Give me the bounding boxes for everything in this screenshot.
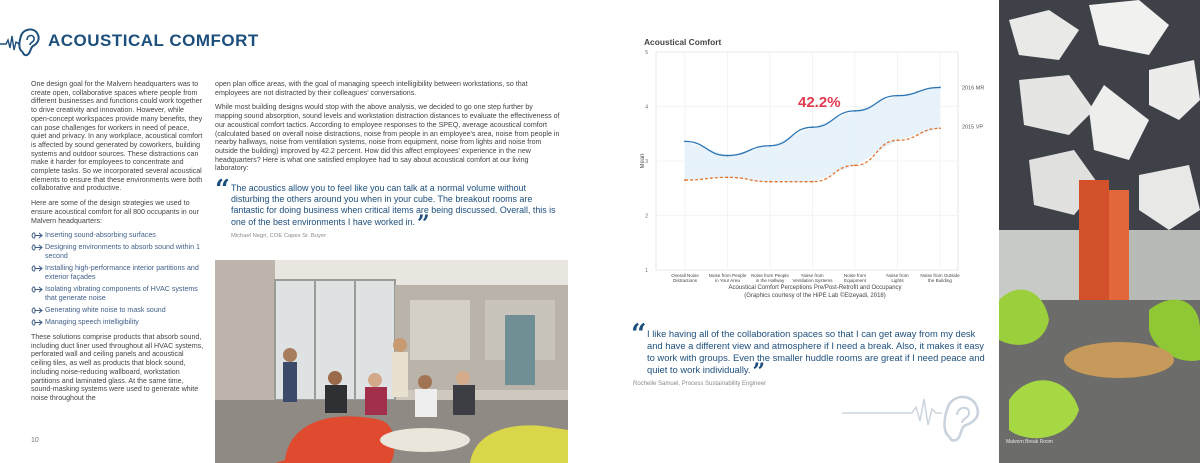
strategies-intro: Here are some of the design strategies we used to ensure acoustical comfort for all 800 occupants in our Malvern headquarters: xyxy=(31,199,199,225)
sound-arrow-icon xyxy=(31,243,43,252)
quote-attribution: Michael Negri, COE Capex Sr. Buyer xyxy=(231,232,327,239)
data-point xyxy=(939,127,941,129)
list-item: Managing speech intelligibility xyxy=(31,318,204,327)
sound-arrow-icon xyxy=(31,306,43,315)
page-title: ACOUSTICAL COMFORT xyxy=(48,31,259,50)
data-point xyxy=(939,87,941,89)
data-point xyxy=(727,176,729,178)
list-item: Inserting sound-absorbing surfaces xyxy=(31,231,204,240)
y-tick-label: 5 xyxy=(645,50,648,56)
photo-caption: Malvern Break Room xyxy=(1006,439,1053,445)
sound-arrow-icon xyxy=(31,285,43,294)
employee-quote-2 xyxy=(631,319,991,387)
x-tick-label: Noise from Ventilation Systems xyxy=(792,273,833,284)
ear-soundwave-icon xyxy=(842,385,992,445)
list-item: Generating white noise to mask sound xyxy=(31,306,204,315)
quote-text: I like having all of the collaboration spaces so that I can get away from my desk and have a different view and atmosphere if I need a break. Also, it makes it easy to work with groups. Even the smaller huddle rooms are great if I need peace and quiet to work individually. xyxy=(647,328,985,375)
page-header xyxy=(0,22,259,62)
x-tick-label: Noise from Outside the Building xyxy=(920,273,960,284)
list-item: Installing high-performance interior partitions and exterior façades xyxy=(31,264,204,281)
series-label-2015-vp: 2015 VP xyxy=(962,124,984,131)
sound-arrow-icon xyxy=(31,318,43,327)
list-item: Designing environments to absorb sound within 1 second xyxy=(31,243,204,260)
sound-arrow-icon xyxy=(31,231,43,240)
data-point xyxy=(727,155,729,157)
strategy-list xyxy=(31,231,204,327)
ear-soundwave-icon xyxy=(0,22,48,62)
left-text-column xyxy=(31,80,204,409)
data-point xyxy=(897,139,899,141)
intro-paragraph: One design goal for the Malvern headquarters was to create open, collaborative spaces where people from different businesses and functions could work together to drive creativity and innovation. However, while open-concept workspaces provide many benefits, they can pose challenges for workers in need of peace, quiet and privacy. In any workplace, acoustical comfort is affected by sound generated by coworkers, building systems and outdoor sources. These distractions can make it harder for employees to concentrate and complete tasks. So we incorporated several acoustical elements to ensure that these environments were both collaborative and productive. xyxy=(31,80,203,193)
y-tick-label: 3 xyxy=(645,159,648,165)
chart-caption-line-2: (Graphics courtesy of the HiPE Lab ©Elzeyadi, 2018) xyxy=(744,292,886,299)
data-point xyxy=(769,145,771,147)
open-quote-icon: “ xyxy=(215,175,230,205)
employee-quote xyxy=(215,175,560,239)
x-tick-label: Noise from Equipment xyxy=(843,273,867,284)
sound-arrow-icon xyxy=(31,264,43,273)
chart-plot xyxy=(640,34,990,284)
data-point xyxy=(684,179,686,181)
y-tick-label: 2 xyxy=(645,213,648,220)
data-point xyxy=(812,126,814,128)
data-point xyxy=(684,140,686,142)
continuation-paragraph: open plan office areas, with the goal of managing speech intelligibility between workstations, so that employees are not distracted by their colleagues' conversations. xyxy=(215,80,528,97)
chart-caption xyxy=(640,285,990,300)
photo-illustration xyxy=(999,0,1200,463)
page-number: 10 xyxy=(31,437,39,444)
data-point xyxy=(854,164,856,166)
data-point xyxy=(854,110,856,112)
data-point xyxy=(897,95,899,97)
open-quote-icon: “ xyxy=(631,319,647,350)
middle-text-column xyxy=(215,80,560,179)
improvement-annotation: 42.2% xyxy=(798,94,841,111)
x-tick-label: Noise from People in Your Area xyxy=(708,273,747,284)
list-item: Isolating vibrating components of HVAC systems that generate noise xyxy=(31,285,204,302)
quote-attribution: Rochelle Samuel, Process Sustainability Engineer xyxy=(633,381,767,387)
solutions-paragraph: These solutions comprise products that absorb sound, including duct liner used throughout all HVAC systems, perforated wall and ceiling panels and acoustical ceiling tiles, as well as products that block sound, including noise-reducing wallboard, workstation partitions and laminated glass. At the same time, sound-masking systems were used to generate white noise throughout the xyxy=(31,333,204,402)
chart-caption-line-1: Acoustical Comfort Perceptions Pre/Post-Retrofit and Occupancy xyxy=(728,285,902,291)
series-label-2016-mr: 2016 MR xyxy=(962,85,985,92)
acoustical-comfort-chart xyxy=(640,34,990,304)
x-tick-label: Noise from People in the Hallway xyxy=(751,273,789,284)
analysis-paragraph: While most building designs would stop with the above analysis, we decided to go one step further by mapping sound absorption, sound levels and workstation distraction distances to evaluate the effectiveness of our acoustical comfort tactics. According to employee responses to the SPEQ, average acoustical comfort (calculated based on overall noise distractions, noise from people in an employee's area, noise from people in nearby hallways, noise from ventilation systems, noise from equipment, noise from lights and noise from outside the building) improved by 42.2 percent. How did this affect employees' experience in the new headquarters? Here is what one satisfied employee had to say about acoustical comfort at our living laboratory: xyxy=(215,103,560,173)
y-tick-label: 4 xyxy=(645,104,648,111)
y-tick-label: 1 xyxy=(645,268,648,274)
data-point xyxy=(769,181,771,183)
x-tick-label: Noise from Lights xyxy=(886,273,909,284)
ceiling-lounge-photo xyxy=(999,0,1200,463)
y-axis-label: Mean xyxy=(640,153,646,169)
x-tick-label: Overall Noise Distractions xyxy=(671,273,699,284)
close-quote-icon: ” xyxy=(752,359,766,385)
chart-title: Acoustical Comfort xyxy=(644,37,722,47)
data-point xyxy=(812,181,814,183)
office-meeting-photo xyxy=(215,260,568,463)
quote-text: The acoustics allow you to feel like you can talk at a normal volume without disturbing the others around you when in your cube. The breakout rooms are fantastic for doing business when critical items are being discussed. Overall, this is one of the best environments I have worked in. xyxy=(231,183,556,227)
close-quote-icon: ” xyxy=(417,210,430,237)
photo-illustration xyxy=(215,260,568,463)
